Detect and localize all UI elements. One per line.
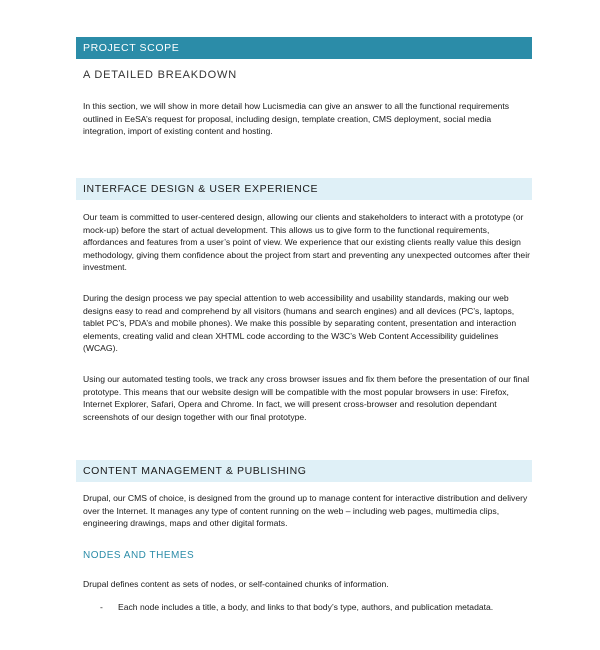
project-scope-header: PROJECT SCOPE: [76, 37, 532, 59]
content-management-header: CONTENT MANAGEMENT & PUBLISHING: [76, 460, 532, 482]
content-management-paragraph: Drupal, our CMS of choice, is designed from the ground up to manage content for interactive distribution and delivery over the Internet. It manages any type of content running on the web – including web pages, multimedia clips, engineering drawings, maps and other digital formats.: [83, 493, 528, 528]
interface-design-paragraph-2: During the design process we pay special attention to web accessibility and usability standards, making our web designs easy to read and comprehend by all visitors (humans and search engines) and all devices (PC’s, laptops, tablet PC’s, PDA’s and mobile phones). We make this possible by separating content, presentation and interaction elements, creating valid and clean XHTML code according to the W3C’s Web Content Accessibility guidelines (WCAG).: [83, 293, 517, 353]
detailed-breakdown-subtitle: A DETAILED BREAKDOWN: [83, 69, 237, 81]
interface-design-paragraph-3: Using our automated testing tools, we track any cross browser issues and fix them before the presentation of our final prototype. This means that our website design will be compatible with the most popular browsers in use: Firefox, Internet Explorer, Safari, Opera and Chrome. In fact, we will present cross-browser and resolution dependant screenshots of our design together with our final prototype.: [83, 374, 530, 422]
nodes-and-themes-heading: NODES AND THEMES: [83, 550, 195, 561]
project-scope-intro: In this section, we will show in more detail how Lucismedia can give an answer to all the functional requirements outlined in EeSA’s request for proposal, including design, template creation, CMS deployment, social media integration, import of existing content and hosting.: [83, 101, 510, 136]
interface-design-header: INTERFACE DESIGN & USER EXPERIENCE: [76, 178, 532, 200]
bullet-dash: -: [100, 602, 103, 612]
nodes-intro-paragraph: Drupal defines content as sets of nodes, or self-contained chunks of information.: [83, 579, 389, 589]
bullet-text: Each node includes a title, a body, and links to that body’s type, authors, and publication metadata.: [118, 602, 494, 612]
bullet-list-item: [100, 601, 540, 614]
interface-design-paragraph-1: Our team is committed to user-centered design, allowing our clients and stakeholders to interact with a prototype (or mock-up) before the start of actual development. This allows us to give form to the functional requirements, affordances and features from a user’s point of view. We experience that our existing clients really value this design methodology, giving them confidence about the project from start and preventing any unexpected outcomes after their investment.: [83, 212, 530, 272]
